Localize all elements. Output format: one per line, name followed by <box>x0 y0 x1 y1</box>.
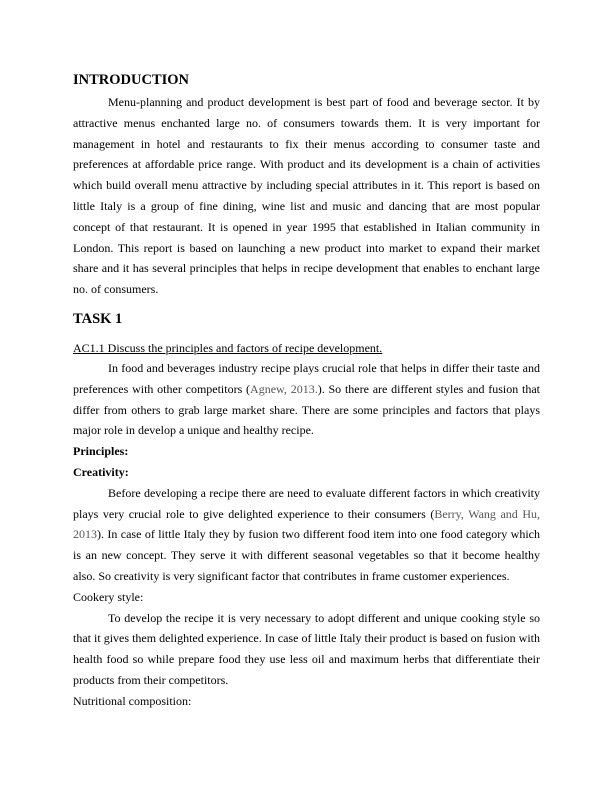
principles-label: Principles: <box>73 444 129 459</box>
task-heading: TASK 1 <box>73 310 123 327</box>
ac-title: AC1.1 Discuss the principles and factors of recipe development. <box>73 340 383 355</box>
creativity-paragraph <box>73 483 540 587</box>
introduction-paragraph: Menu-planning and product development is best part of food and beverage sector. It by attractive menus enchanted large no. of consumers towards them. It is very important for management in hotel and restaurants to fix their menus according to consumer taste and preferences at affordable price range. With product and its development is a chain of activities which build overall menu attractive by including special attributes in it. This report is based on little Italy is a group of fine dining, wine list and music and dancing that are most popular concept of that restaurant. It is opened in year 1995 that established in Italian community in London. This report is based on launching a new product into market to expand their market share and it has several principles that helps in recipe development that enables to enchant large no. of consumers. <box>73 95 540 297</box>
introduction-heading: INTRODUCTION <box>73 72 190 88</box>
creativity-text-start: Before developing a recipe there are need to evaluate different factors in which creativity plays very crucial role to give delighted experience to their consumers ( <box>73 485 540 521</box>
cookery-style-label: Cookery style: <box>73 589 144 604</box>
nutritional-composition-label: Nutritional composition: <box>73 693 192 708</box>
recipe-text-start: In food and beverages industry recipe plays crucial role that helps in differ their taste and preferences with other competitors ( <box>73 360 540 396</box>
cookery-style-paragraph: To develop the recipe it is very necessary to adopt different and unique cooking style so that it gives them delighted experience. In case of little Italy their product is based on fusion with health food so while prepare food they use less oil and maximum herbs that differentiate their products from their competitors. <box>73 610 540 687</box>
recipe-text-end: ). So there are different styles and fusion that differ from others to grab large market share. There are some principles and factors that plays major role in develop a unique and healthy recipe. <box>73 381 540 438</box>
page-content <box>73 70 540 712</box>
citation-agnew: Agnew, 2013. <box>250 381 318 396</box>
creativity-label: Creativity: <box>73 464 129 479</box>
creativity-text-end: ). In case of little Italy they by fusion two different food item into one food category which is an new concept. They serve it with different seasonal vegetables so that it become healthy also. So creativity is very significant factor that contributes in frame customer experiences. <box>73 527 540 583</box>
recipe-paragraph <box>73 358 540 441</box>
citation-berry: Berry, Wang and Hu, 2013 <box>73 506 541 542</box>
